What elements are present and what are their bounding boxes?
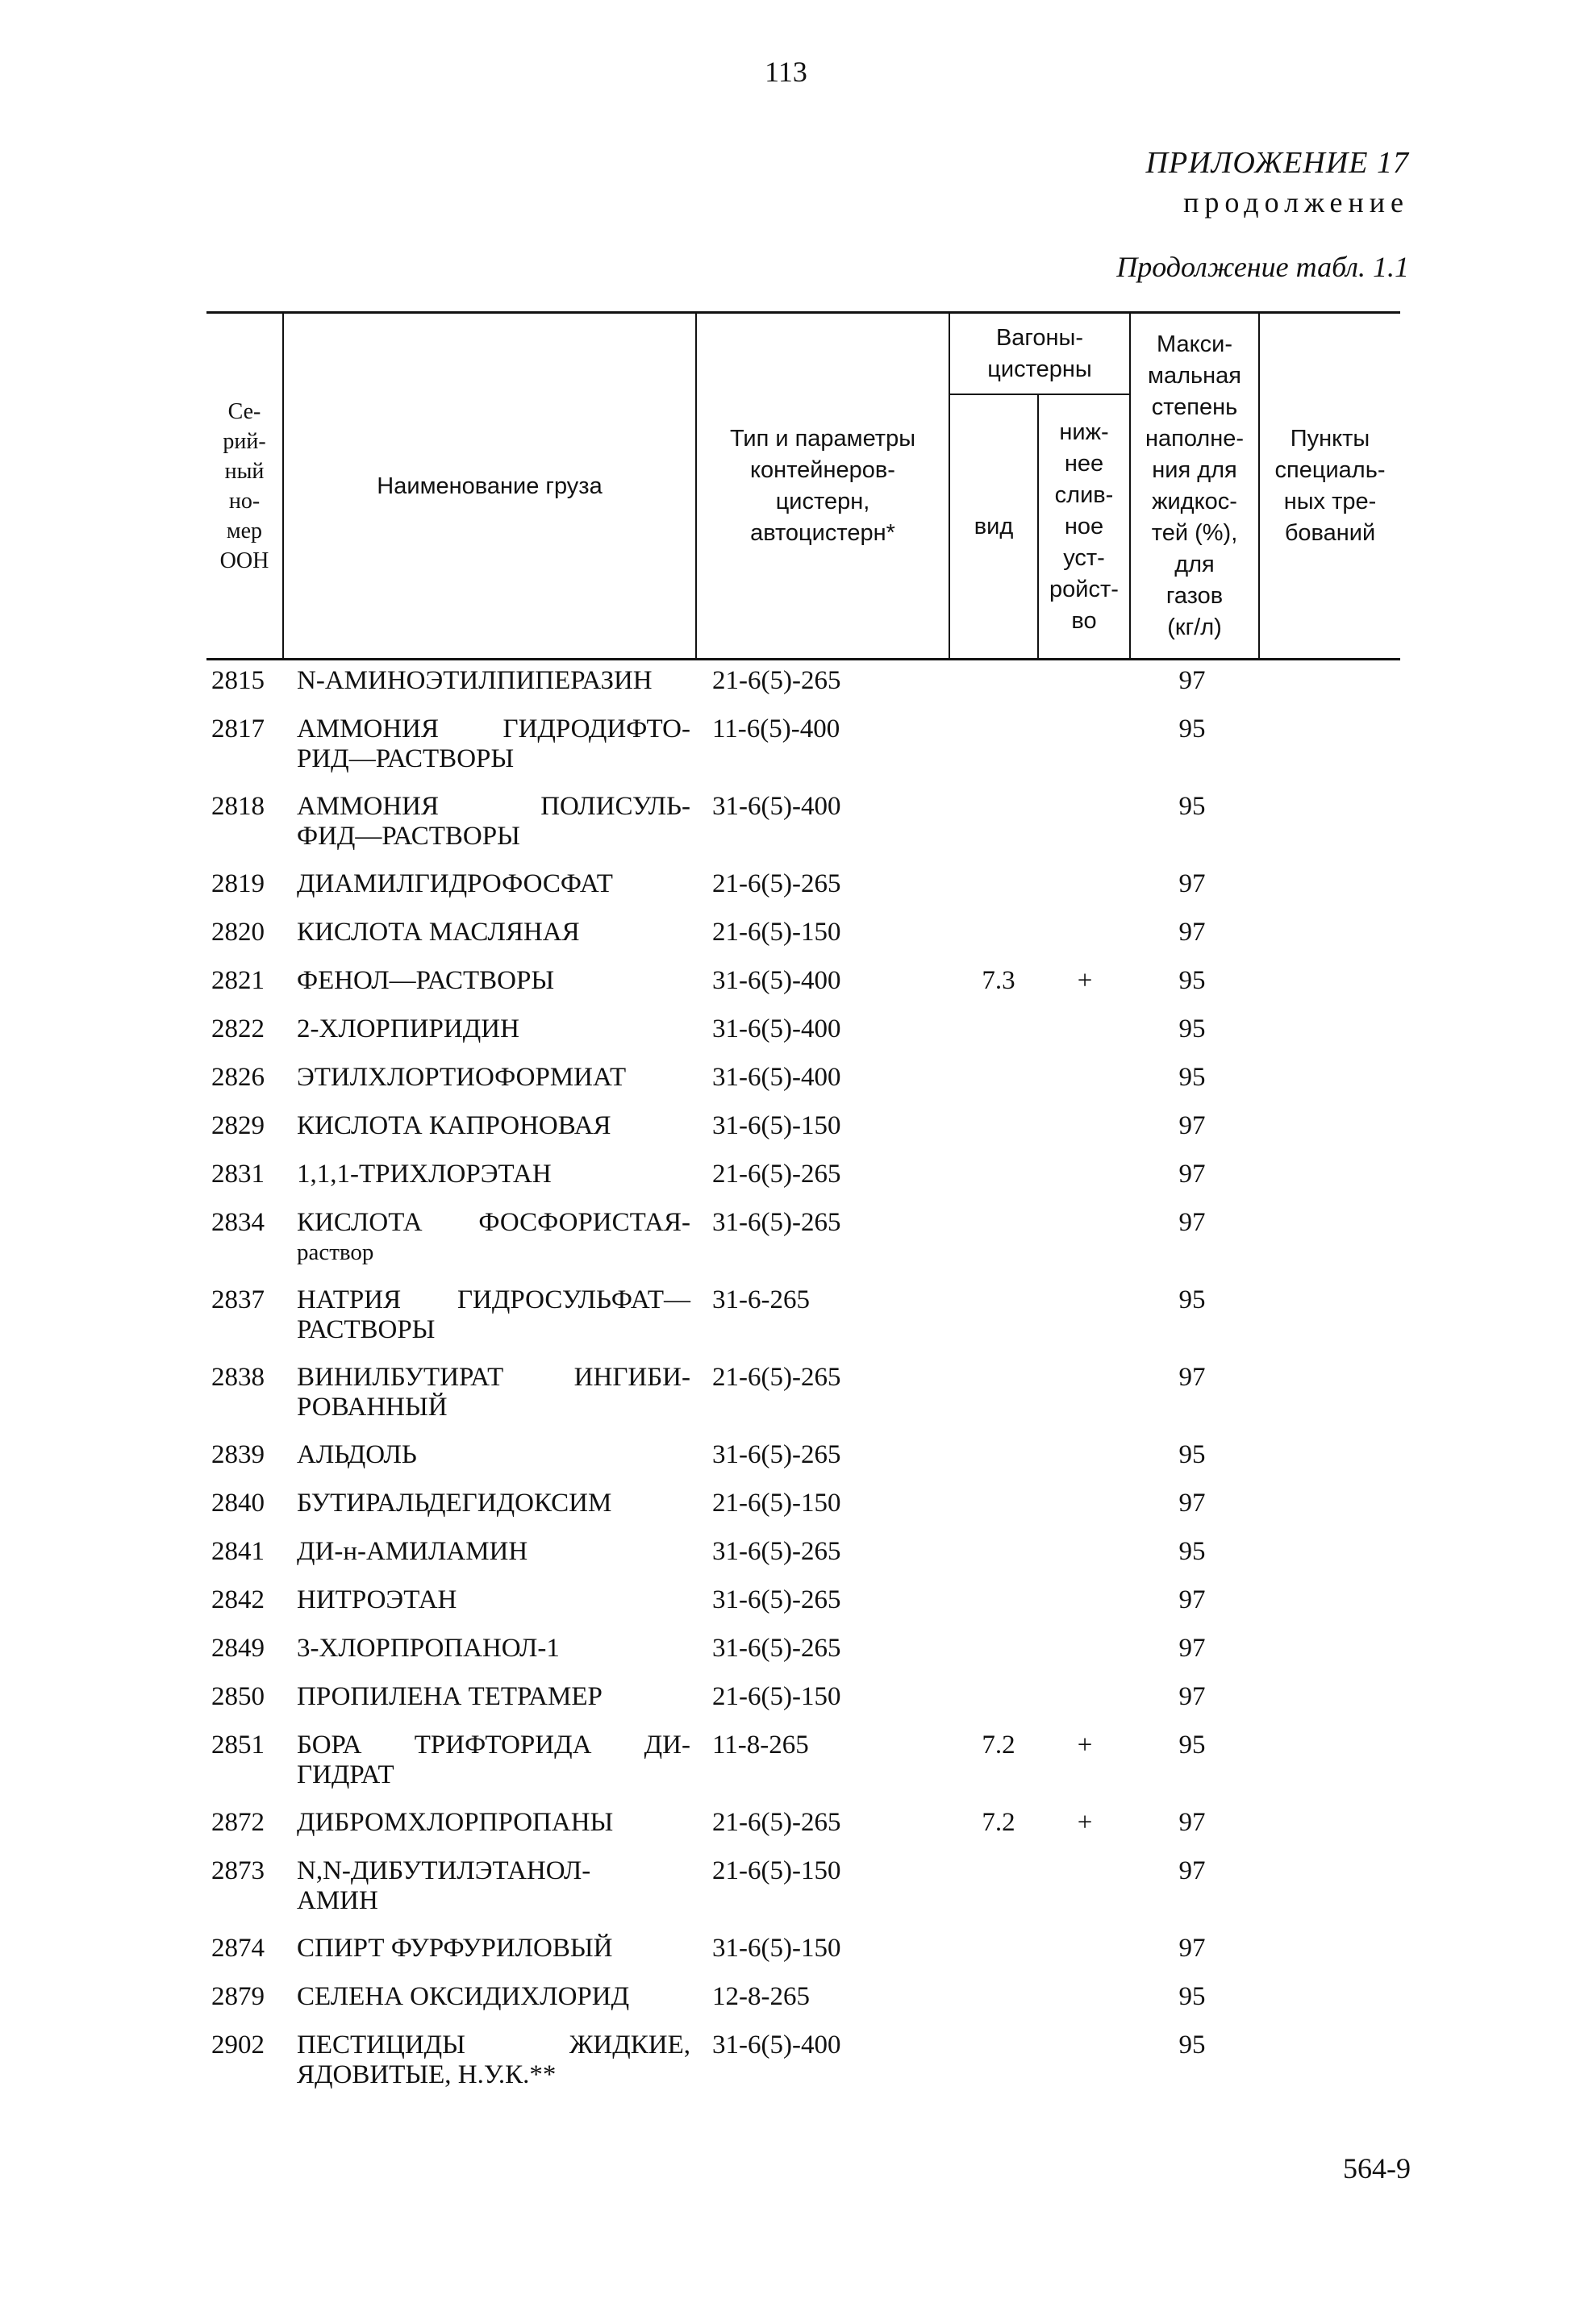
container-params: 11-6(5)-400 bbox=[712, 714, 840, 743]
cargo-name-line-1: N-АМИНОЭТИЛПИПЕРАЗИН bbox=[297, 666, 653, 695]
cargo-name-line-1: ВИНИЛБУТИРАТ ИНГИБИ- bbox=[297, 1363, 690, 1392]
cargo-name-line-2: ГИДРАТ bbox=[297, 1760, 394, 1789]
container-params: 21-6(5)-150 bbox=[712, 1489, 841, 1518]
cargo-name bbox=[297, 714, 690, 774]
container-params: 12-8-265 bbox=[712, 1982, 810, 2011]
container-params: 31-6(5)-400 bbox=[712, 2030, 841, 2060]
cargo-name bbox=[297, 1111, 690, 1141]
cargo-name bbox=[297, 1208, 690, 1268]
cargo-name bbox=[297, 1489, 690, 1518]
cargo-name-line-2: РАСТВОРЫ bbox=[297, 1315, 436, 1344]
cargo-name bbox=[297, 1160, 690, 1189]
cargo-name-line-1: БОРА ТРИФТОРИДА ДИ- bbox=[297, 1731, 690, 1760]
max-fill: 97 bbox=[1178, 1934, 1206, 1963]
un-number: 2815 bbox=[211, 666, 265, 695]
max-fill: 97 bbox=[1178, 918, 1206, 947]
cargo-name bbox=[297, 2030, 690, 2090]
max-fill: 95 bbox=[1178, 1982, 1206, 2011]
header-kind: вид bbox=[974, 513, 1014, 539]
container-params: 31-6(5)-400 bbox=[712, 1063, 841, 1092]
cargo-name-line-1: АММОНИЯ ГИДРОДИФТО- bbox=[297, 714, 690, 743]
un-number: 2820 bbox=[211, 918, 265, 947]
cargo-name bbox=[297, 1856, 690, 1916]
cargo-name-line-1: ПЕСТИЦИДЫ ЖИДКИЕ, bbox=[297, 2030, 690, 2060]
header-cargo-name: Наименование груза bbox=[377, 473, 603, 499]
max-fill: 97 bbox=[1178, 1585, 1206, 1614]
header-container-params: Тип и параметры контейнеров- цистерн, автоцистерн* bbox=[729, 426, 916, 546]
cargo-name bbox=[297, 1285, 690, 1345]
header-special-requirements: Пункты специаль- ных тре- бований bbox=[1274, 426, 1386, 546]
un-number: 2850 bbox=[211, 1682, 265, 1711]
bottom-drain: + bbox=[1077, 966, 1093, 995]
un-number: 2874 bbox=[211, 1934, 265, 1963]
bottom-drain: + bbox=[1077, 1808, 1093, 1837]
container-params: 31-6-265 bbox=[712, 1285, 810, 1314]
header-wagons: Вагоны- цистерны bbox=[987, 325, 1092, 382]
cargo-name bbox=[297, 1537, 690, 1567]
cargo-name-line-1: СПИРТ ФУРФУРИЛОВЫЙ bbox=[297, 1934, 613, 1963]
cargo-name-line-1: 1,1,1-ТРИХЛОРЭТАН bbox=[297, 1160, 552, 1189]
cargo-name-line-1: ДИБРОМХЛОРПРОПАНЫ bbox=[297, 1808, 614, 1837]
container-params: 31-6(5)-150 bbox=[712, 1934, 841, 1963]
cargo-name-line-2: АМИН bbox=[297, 1886, 378, 1915]
cargo-name-line-1: БУТИРАЛЬДЕГИДОКСИМ bbox=[297, 1489, 612, 1518]
cargo-name-line-1: АЛЬДОЛЬ bbox=[297, 1440, 417, 1469]
un-number: 2851 bbox=[211, 1731, 265, 1760]
un-number: 2831 bbox=[211, 1160, 265, 1189]
cargo-name bbox=[297, 1063, 690, 1093]
cargo-name-line-1: ДИ-н-АМИЛАМИН bbox=[297, 1537, 528, 1566]
un-number: 2839 bbox=[211, 1440, 265, 1469]
max-fill: 97 bbox=[1178, 1363, 1206, 1392]
cargo-name bbox=[297, 792, 690, 852]
container-params: 31-6(5)-265 bbox=[712, 1440, 841, 1469]
header-serial-number: Се- рий- ный но- мер ООН bbox=[219, 399, 269, 573]
un-number: 2838 bbox=[211, 1363, 265, 1392]
table-continuation-label: Продолжение табл. 1.1 bbox=[1116, 251, 1409, 283]
un-number: 2819 bbox=[211, 869, 265, 898]
cargo-name bbox=[297, 1682, 690, 1712]
cargo-name-line-1: 3-ХЛОРПРОПАНОЛ-1 bbox=[297, 1634, 560, 1663]
max-fill: 95 bbox=[1178, 1014, 1206, 1043]
container-params: 21-6(5)-265 bbox=[712, 1160, 841, 1189]
cargo-name-line-1: СЕЛЕНА ОКСИДИХЛОРИД bbox=[297, 1982, 630, 2011]
max-fill: 95 bbox=[1178, 1537, 1206, 1566]
cargo-name bbox=[297, 918, 690, 948]
un-number: 2817 bbox=[211, 714, 265, 743]
max-fill: 95 bbox=[1178, 1731, 1206, 1760]
max-fill: 97 bbox=[1178, 1111, 1206, 1140]
un-number: 2822 bbox=[211, 1014, 265, 1043]
un-number: 2849 bbox=[211, 1634, 265, 1663]
cargo-name-line-1: ДИАМИЛГИДРОФОСФАТ bbox=[297, 869, 613, 898]
max-fill: 95 bbox=[1178, 714, 1206, 743]
cargo-name bbox=[297, 1440, 690, 1470]
cargo-name-line-1: ПРОПИЛЕНА ТЕТРАМЕР bbox=[297, 1682, 603, 1711]
max-fill: 97 bbox=[1178, 869, 1206, 898]
max-fill: 97 bbox=[1178, 1208, 1206, 1237]
un-number: 2826 bbox=[211, 1063, 265, 1092]
cargo-name bbox=[297, 1934, 690, 1964]
container-params: 21-6(5)-265 bbox=[712, 666, 841, 695]
cargo-name bbox=[297, 1731, 690, 1790]
wagon-kind: 7.2 bbox=[982, 1808, 1015, 1837]
un-number: 2842 bbox=[211, 1585, 265, 1614]
container-params: 31-6(5)-400 bbox=[712, 792, 841, 821]
max-fill: 97 bbox=[1178, 1634, 1206, 1663]
cargo-name-line-1: ФЕНОЛ—РАСТВОРЫ bbox=[297, 966, 555, 995]
cargo-name-line-2: РОВАННЫЙ bbox=[297, 1393, 448, 1422]
container-params: 21-6(5)-150 bbox=[712, 918, 841, 947]
cargo-name-line-1: НИТРОЭТАН bbox=[297, 1585, 457, 1614]
container-params: 21-6(5)-265 bbox=[712, 869, 841, 898]
cargo-name-line-1: КИСЛОТА ФОСФОРИСТАЯ- bbox=[297, 1208, 690, 1237]
un-number: 2818 bbox=[211, 792, 265, 821]
max-fill: 95 bbox=[1178, 966, 1206, 995]
bottom-drain: + bbox=[1077, 1731, 1093, 1760]
cargo-name bbox=[297, 666, 690, 696]
max-fill: 95 bbox=[1178, 1285, 1206, 1314]
container-params: 31-6(5)-265 bbox=[712, 1634, 841, 1663]
cargo-name-line-2: ЯДОВИТЫЕ, Н.У.К.** bbox=[297, 2060, 557, 2089]
max-fill: 97 bbox=[1178, 1489, 1206, 1518]
header-bottom-rule bbox=[206, 658, 1400, 660]
cargo-name bbox=[297, 1982, 690, 2012]
un-number: 2879 bbox=[211, 1982, 265, 2011]
cargo-name bbox=[297, 966, 690, 996]
cargo-name-line-1: НАТРИЯ ГИДРОСУЛЬФАТ— bbox=[297, 1285, 690, 1314]
container-params: 11-8-265 bbox=[712, 1731, 809, 1760]
un-number: 2873 bbox=[211, 1856, 265, 1885]
container-params: 31-6(5)-400 bbox=[712, 966, 841, 995]
max-fill: 97 bbox=[1178, 1856, 1206, 1885]
cargo-name bbox=[297, 869, 690, 899]
un-number: 2829 bbox=[211, 1111, 265, 1140]
max-fill: 95 bbox=[1178, 1440, 1206, 1469]
cargo-name-line-1: N,N-ДИБУТИЛЭТАНОЛ- bbox=[297, 1856, 591, 1885]
container-params: 31-6(5)-265 bbox=[712, 1208, 841, 1237]
un-number: 2872 bbox=[211, 1808, 265, 1837]
un-number: 2834 bbox=[211, 1208, 265, 1237]
cargo-name-line-2: РИД—РАСТВОРЫ bbox=[297, 744, 515, 773]
max-fill: 95 bbox=[1178, 2030, 1206, 2060]
container-params: 21-6(5)-150 bbox=[712, 1682, 841, 1711]
footer-code: 564-9 bbox=[1343, 2152, 1411, 2184]
container-params: 21-6(5)-265 bbox=[712, 1808, 841, 1837]
cargo-name bbox=[297, 1808, 690, 1838]
appendix-subtitle: продолжение bbox=[1183, 186, 1409, 219]
appendix-title: ПРИЛОЖЕНИЕ 17 bbox=[1145, 146, 1409, 180]
cargo-name-line-1: КИСЛОТА МАСЛЯНАЯ bbox=[297, 918, 580, 947]
container-params: 31-6(5)-150 bbox=[712, 1111, 841, 1140]
un-number: 2841 bbox=[211, 1537, 265, 1566]
cargo-name bbox=[297, 1363, 690, 1422]
un-number: 2840 bbox=[211, 1489, 265, 1518]
max-fill: 95 bbox=[1178, 1063, 1206, 1092]
cargo-name-line-1: АММОНИЯ ПОЛИСУЛЬ- bbox=[297, 792, 690, 821]
cargo-name-line-2: ФИД—РАСТВОРЫ bbox=[297, 822, 520, 851]
cargo-name bbox=[297, 1585, 690, 1615]
wagon-kind: 7.3 bbox=[982, 966, 1015, 995]
max-fill: 95 bbox=[1178, 792, 1206, 821]
cargo-name-line-1: ЭТИЛХЛОРТИОФОРМИАТ bbox=[297, 1063, 627, 1092]
max-fill: 97 bbox=[1178, 1160, 1206, 1189]
cargo-name-line-1: КИСЛОТА КАПРОНОВАЯ bbox=[297, 1111, 611, 1140]
max-fill: 97 bbox=[1178, 666, 1206, 695]
cargo-name-line-2: раствор bbox=[297, 1239, 374, 1265]
max-fill: 97 bbox=[1178, 1808, 1206, 1837]
cargo-name bbox=[297, 1014, 690, 1044]
container-params: 31-6(5)-265 bbox=[712, 1585, 841, 1614]
container-params: 21-6(5)-150 bbox=[712, 1856, 841, 1885]
container-params: 31-6(5)-400 bbox=[712, 1014, 841, 1043]
header-max-fill: Макси- мальная степень наполне- ния для жидкос- тей (%), для газов (кг/л) bbox=[1145, 331, 1245, 640]
un-number: 2821 bbox=[211, 966, 265, 995]
cargo-name-line-1: 2-ХЛОРПИРИДИН bbox=[297, 1014, 519, 1043]
un-number: 2837 bbox=[211, 1285, 265, 1314]
max-fill: 97 bbox=[1178, 1682, 1206, 1711]
cargo-name bbox=[297, 1634, 690, 1664]
wagon-kind: 7.2 bbox=[982, 1731, 1015, 1760]
page-number: 113 bbox=[765, 56, 807, 88]
table-top-rule bbox=[206, 311, 1400, 314]
container-params: 21-6(5)-265 bbox=[712, 1363, 841, 1392]
container-params: 31-6(5)-265 bbox=[712, 1537, 841, 1566]
un-number: 2902 bbox=[211, 2030, 265, 2060]
header-bottom-drain: ниж- нее слив- ное уст- ройст- во bbox=[1049, 419, 1119, 634]
